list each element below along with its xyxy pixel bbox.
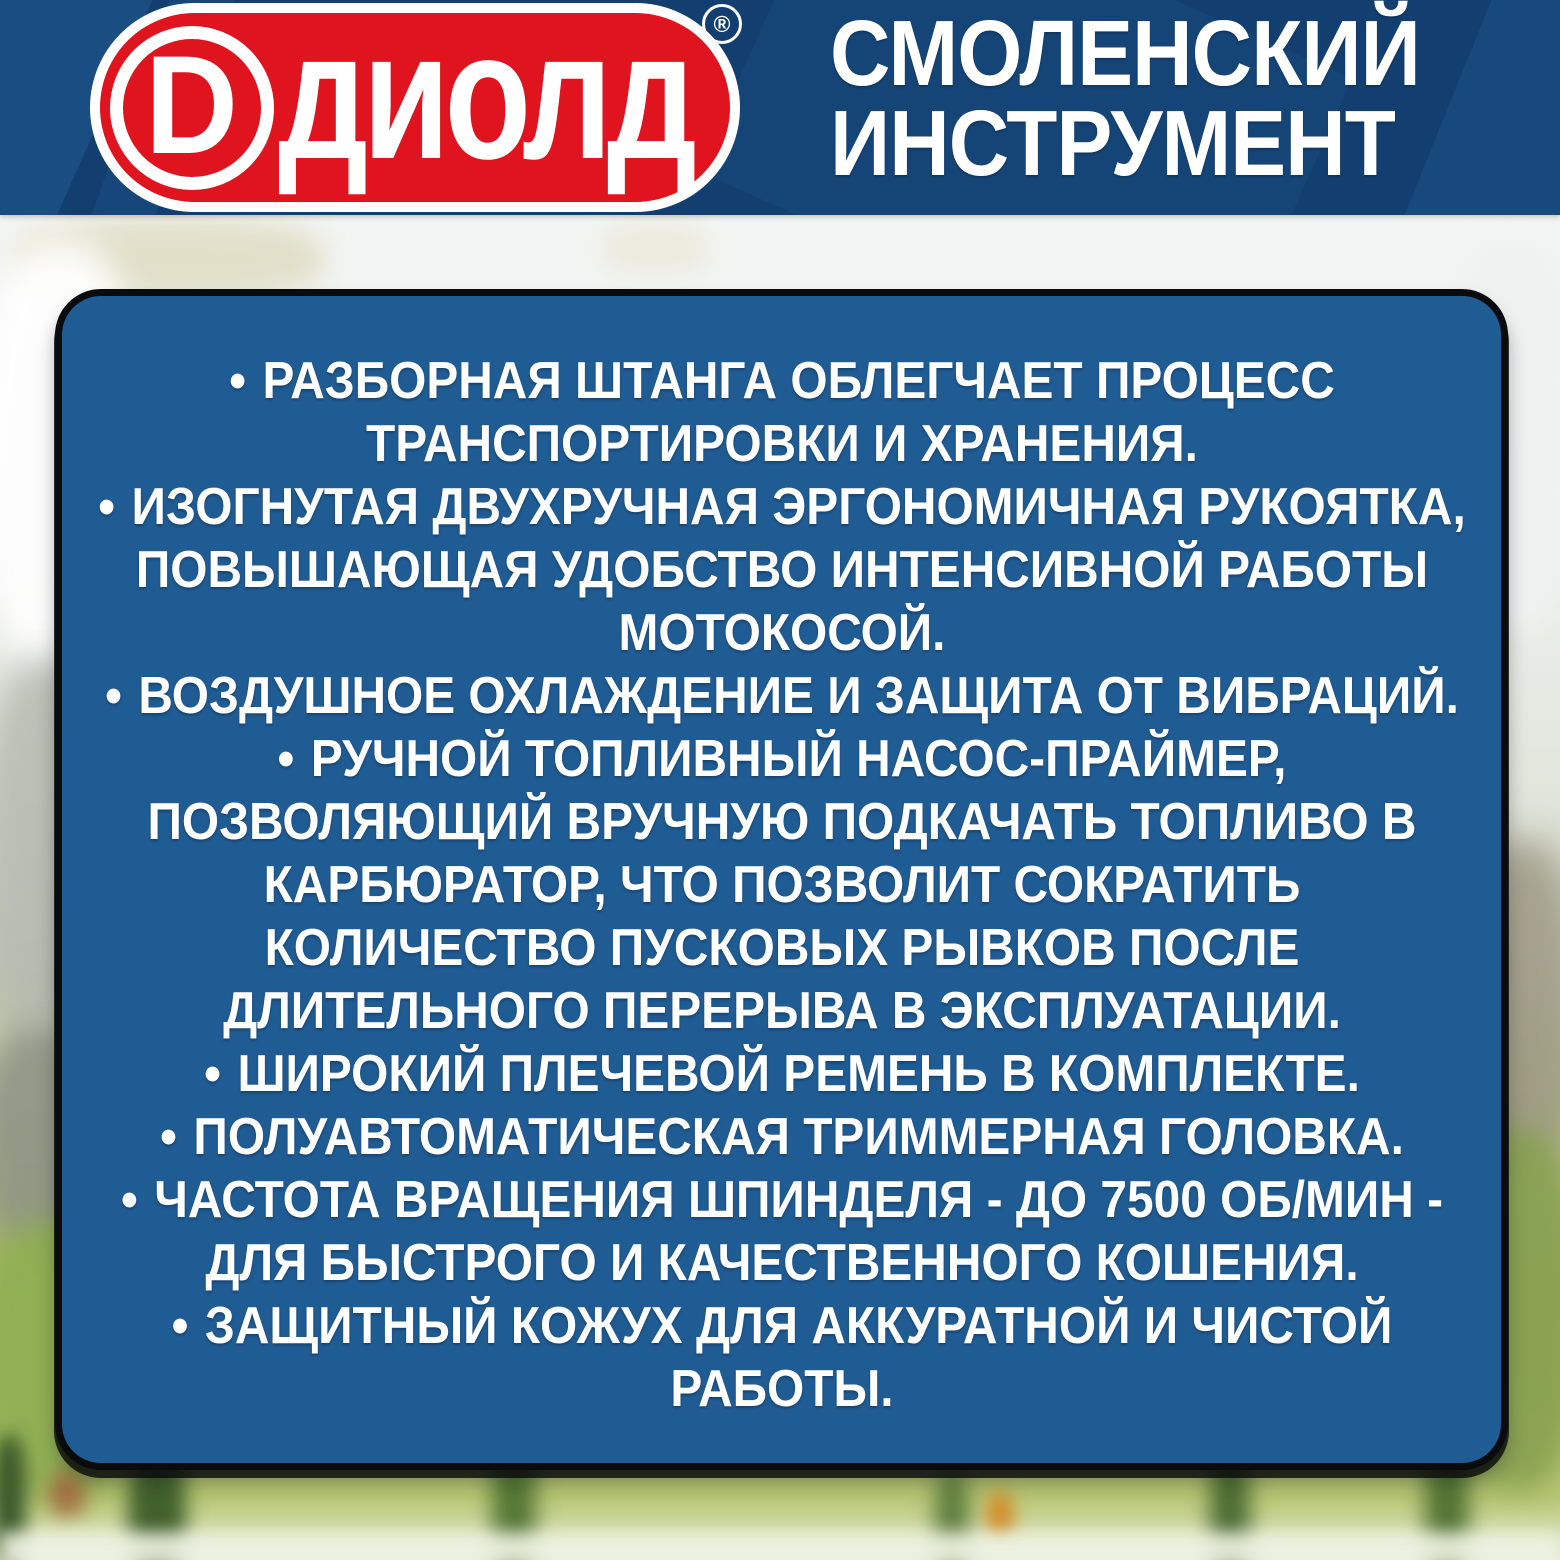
blurred-foliage xyxy=(600,220,710,275)
blurred-flower xyxy=(50,1472,84,1516)
feature-line: КОЛИЧЕСТВО ПУСКОВЫХ РЫВКОВ ПОСЛЕ xyxy=(264,919,1299,977)
feature-line: • ВОЗДУШНОЕ ОХЛАЖДЕНИЕ И ЗАЩИТА ОТ ВИБРАЦИЙ. xyxy=(55,665,1509,728)
logo-brand-text: диолд xyxy=(278,0,692,197)
logo-d-circle xyxy=(110,26,274,190)
feature-line: КАРБЮРАТОР, ЧТО ПОЗВОЛИТ СОКРАТИТЬ xyxy=(263,856,1300,914)
feature-line: • РУЧНОЙ ТОПЛИВНЫЙ НАСОС-ПРАЙМЕР, xyxy=(55,728,1509,791)
features-card xyxy=(55,289,1508,1470)
feature-line: ДЛИТЕЛЬНОГО ПЕРЕРЫВА В ЭКСПЛУАТАЦИИ. xyxy=(222,982,1341,1040)
registered-trademark-icon: ® xyxy=(702,4,742,44)
feature-line: ПОВЫШАЮЩАЯ УДОБСТВО ИНТЕНСИВНОЙ РАБОТЫ xyxy=(135,541,1428,599)
diold-logo xyxy=(90,0,740,212)
logo-red-pill xyxy=(100,0,730,202)
feature-line: • ПОЛУАВТОМАТИЧЕСКАЯ ТРИММЕРНАЯ ГОЛОВКА. xyxy=(55,1106,1509,1169)
logo-d-letter: D xyxy=(145,25,239,183)
feature-line: ДЛЯ БЫСТРОГО И КАЧЕСТВЕННОГО КОШЕНИЯ. xyxy=(204,1234,1359,1292)
feature-line: РАБОТЫ. xyxy=(669,1360,894,1418)
feature-line: МОТОКОСОЙ. xyxy=(618,604,945,662)
feature-line: ТРАНСПОРТИРОВКИ И ХРАНЕНИЯ. xyxy=(365,415,1198,473)
brand-header xyxy=(0,0,1560,215)
bullet-icon: • xyxy=(277,730,294,788)
bullet-icon: • xyxy=(104,667,122,725)
feature-line: • ШИРОКИЙ ПЛЕЧЕВОЙ РЕМЕНЬ В КОМПЛЕКТЕ. xyxy=(55,1043,1509,1106)
bullet-icon: • xyxy=(171,1297,188,1355)
bullet-icon: • xyxy=(228,352,246,410)
feature-line: • ЗАЩИТНЫЙ КОЖУХ ДЛЯ АККУРАТНОЙ И ЧИСТОЙ xyxy=(55,1295,1509,1358)
bullet-icon: • xyxy=(203,1045,221,1103)
feature-line: ПОЗВОЛЯЮЩИЙ ВРУЧНУЮ ПОДКАЧАТЬ ТОПЛИВО В xyxy=(146,793,1416,851)
bullet-icon: • xyxy=(120,1171,138,1229)
company-title xyxy=(830,1,1486,195)
company-title-line1: СМОЛЕНСКИЙ xyxy=(830,1,1420,105)
feature-line: • ИЗОГНУТАЯ ДВУХРУЧНАЯ ЭРГОНОМИЧНАЯ РУКОЯТКА, xyxy=(55,476,1509,539)
feature-line: • ЧАСТОТА ВРАЩЕНИЯ ШПИНДЕЛЯ - ДО 7500 ОБ/МИН - xyxy=(55,1169,1509,1232)
bullet-icon: • xyxy=(159,1108,177,1166)
company-title-line2: ИНСТРУМЕНТ xyxy=(830,91,1396,195)
feature-line: • РАЗБОРНАЯ ШТАНГА ОБЛЕГЧАЕТ ПРОЦЕСС xyxy=(55,350,1509,413)
blurred-haze xyxy=(0,1532,1560,1560)
bullet-icon: • xyxy=(97,478,115,536)
features-list xyxy=(55,350,1509,1421)
